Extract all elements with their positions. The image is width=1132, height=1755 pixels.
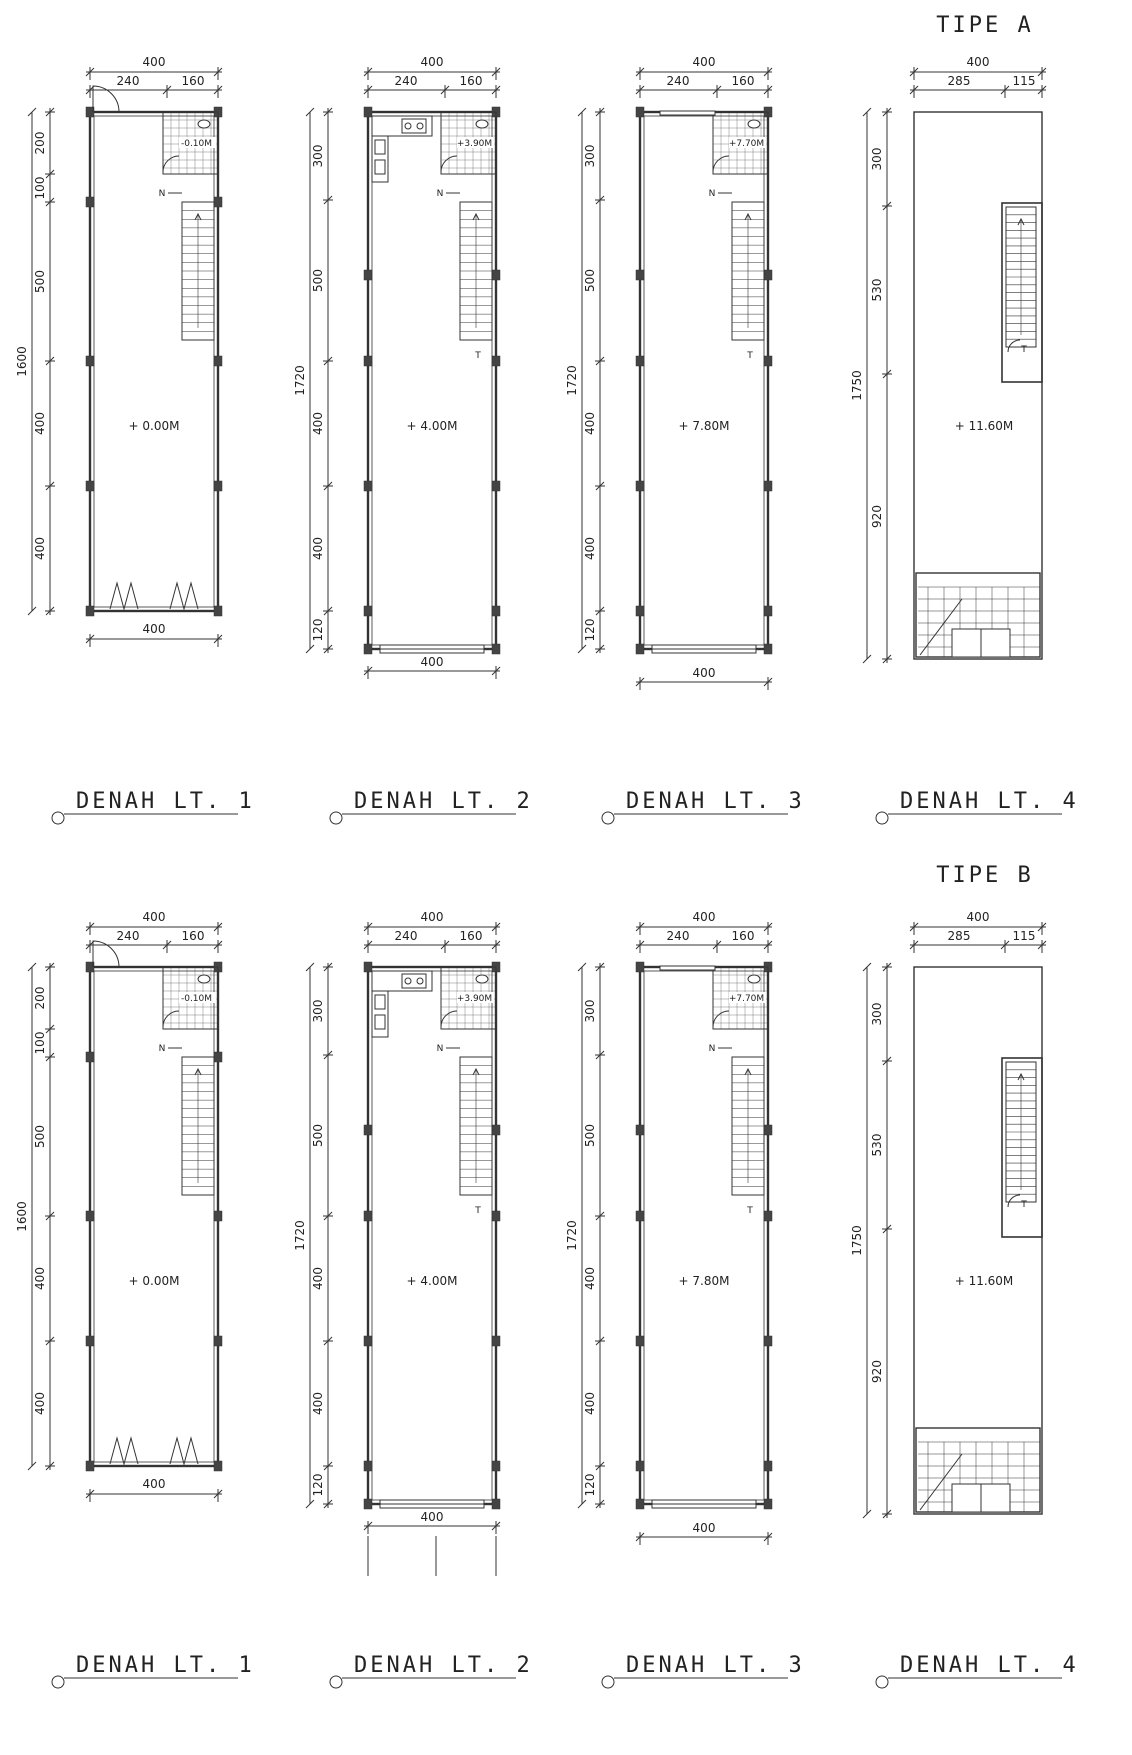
inner-wall (94, 971, 214, 1462)
width-total-label: 400 (142, 910, 166, 924)
height-dimension-label: 500 (583, 1124, 597, 1147)
width-part-label: 240 (116, 929, 140, 943)
inner-wall (372, 971, 492, 1500)
north-mark: N (708, 189, 716, 199)
drawing-title (876, 1653, 1079, 1688)
column (86, 197, 94, 207)
turn-mark: T (747, 351, 753, 361)
drawing-title (602, 789, 805, 824)
roof-tile-area (916, 573, 1040, 657)
outer-wall (640, 112, 768, 649)
height-dimension-label: 400 (583, 537, 597, 560)
outer-wall (90, 112, 218, 611)
height-total-label: 1720 (565, 365, 579, 396)
height-dimension-label: 300 (870, 147, 884, 171)
column (86, 356, 94, 366)
column (764, 1125, 772, 1135)
column (764, 356, 772, 366)
sink-icon (375, 140, 385, 154)
height-dimension-label: 300 (311, 999, 325, 1023)
width-total-label: 400 (420, 910, 444, 924)
floor-level-label: + 0.00M (128, 1274, 180, 1288)
toilet-icon (198, 975, 210, 983)
burner-icon (417, 123, 423, 129)
height-dimension-label: 400 (33, 1267, 47, 1290)
width-part-label: 240 (394, 929, 418, 943)
width-total-label: 400 (966, 55, 990, 69)
floor-plan-lt4 (850, 55, 1046, 663)
outer-wall (368, 967, 496, 1504)
height-dimension-label: 120 (311, 1473, 325, 1497)
north-mark: N (158, 189, 166, 199)
column (492, 270, 500, 280)
title-marker-icon (602, 812, 614, 824)
title-marker-icon (52, 812, 64, 824)
bathroom (163, 112, 218, 174)
north-mark: N (436, 189, 444, 199)
height-dimension-label: 500 (311, 269, 325, 292)
height-dimension-label: 300 (311, 144, 325, 168)
height-dimension-label: 200 (33, 986, 47, 1010)
outer-wall (368, 112, 496, 649)
width-part-label: 240 (666, 74, 690, 88)
type-group (52, 863, 1079, 1688)
drawing-title (602, 1653, 805, 1688)
column (764, 1336, 772, 1346)
floor-level-label: + 7.80M (678, 419, 730, 433)
column (86, 606, 94, 616)
floor-plan-lt3 (565, 910, 772, 1545)
burner-icon (405, 978, 411, 984)
roof-door-swing (1008, 340, 1020, 352)
width-part-label: 160 (181, 929, 205, 943)
stair (182, 1057, 214, 1195)
column (636, 606, 644, 616)
stair (460, 202, 492, 340)
column (636, 1461, 644, 1471)
drawing-title-text: DENAH LT. 4 (900, 789, 1079, 814)
height-dimension-label: 300 (870, 1002, 884, 1026)
burner-icon (417, 978, 423, 984)
floor-level-label: + 11.60M (954, 1274, 1014, 1288)
column (492, 1336, 500, 1346)
width-total-label: 400 (692, 910, 716, 924)
column (492, 1499, 500, 1509)
drawing-title-text: DENAH LT. 2 (354, 1653, 533, 1678)
column (636, 1336, 644, 1346)
height-dimension-label: 400 (583, 412, 597, 435)
column (492, 606, 500, 616)
width-part-label: 285 (947, 74, 971, 88)
toilet-icon (476, 975, 488, 983)
width-part-label: 160 (459, 74, 483, 88)
height-dimension-label: 530 (870, 1133, 884, 1157)
burner-icon (405, 123, 411, 129)
drawing-title (52, 1653, 255, 1688)
title-marker-icon (602, 1676, 614, 1688)
column (214, 356, 222, 366)
height-dimension-label: 500 (33, 270, 47, 293)
column (364, 1499, 372, 1509)
height-total-label: 1600 (15, 1201, 29, 1232)
type-label: TIPE B (936, 863, 1034, 888)
height-total-label: 1750 (850, 1225, 864, 1256)
column (636, 962, 644, 972)
bathroom (163, 967, 218, 1029)
floor-level-label: + 4.00M (406, 419, 458, 433)
column (492, 1211, 500, 1221)
sink-icon (375, 160, 385, 174)
height-dimension-label: 400 (33, 412, 47, 435)
column (86, 1461, 94, 1471)
floor-level-label: + 7.80M (678, 1274, 730, 1288)
sink-icon (375, 995, 385, 1009)
bathroom-level-label: +3.90M (456, 994, 493, 1004)
width-bottom-label: 400 (692, 666, 716, 680)
width-part-label: 160 (731, 929, 755, 943)
column (214, 481, 222, 491)
column (636, 644, 644, 654)
height-dimension-label: 500 (311, 1124, 325, 1147)
north-mark: N (158, 1044, 166, 1054)
folding-door (110, 1438, 138, 1464)
height-dimension-label: 120 (583, 618, 597, 642)
height-dimension-label: 400 (33, 1392, 47, 1415)
column (364, 1461, 372, 1471)
inner-wall (644, 116, 764, 645)
column (86, 1052, 94, 1062)
drawing-title (330, 789, 533, 824)
height-dimension-label: 400 (311, 1392, 325, 1415)
stair (1006, 207, 1036, 347)
width-part-label: 240 (394, 74, 418, 88)
width-part-label: 160 (459, 929, 483, 943)
column (214, 606, 222, 616)
floor-plan-lt2 (293, 55, 500, 679)
drawing-title-text: DENAH LT. 3 (626, 1653, 805, 1678)
column (214, 1336, 222, 1346)
width-bottom-label: 400 (142, 1477, 166, 1491)
drawing-title-text: DENAH LT. 2 (354, 789, 533, 814)
height-dimension-label: 920 (870, 1360, 884, 1383)
width-total-label: 400 (692, 55, 716, 69)
height-dimension-label: 300 (583, 999, 597, 1023)
north-mark: N (708, 1044, 716, 1054)
outer-wall (90, 967, 218, 1466)
column (364, 107, 372, 117)
drawing-title (330, 1653, 533, 1688)
column (214, 1211, 222, 1221)
turn-mark: T (747, 1206, 753, 1216)
sink-icon (375, 1015, 385, 1029)
column (636, 1125, 644, 1135)
height-dimension-label: 400 (311, 537, 325, 560)
bathroom-level-label: -0.10M (180, 139, 213, 149)
floor-plan-lt3 (565, 55, 772, 690)
column (764, 481, 772, 491)
toilet-icon (748, 120, 760, 128)
inner-wall (372, 116, 492, 645)
bathroom-level-label: +3.90M (456, 139, 493, 149)
height-dimension-label: 200 (33, 131, 47, 155)
height-total-label: 1600 (15, 346, 29, 377)
floor-plan-lt1 (15, 910, 222, 1502)
column (492, 481, 500, 491)
toilet-icon (198, 120, 210, 128)
drawing-title-text: DENAH LT. 1 (76, 789, 255, 814)
folding-door (170, 1438, 198, 1464)
height-dimension-label: 530 (870, 278, 884, 302)
column (764, 1461, 772, 1471)
height-dimension-label: 400 (583, 1392, 597, 1415)
column (764, 606, 772, 616)
column (636, 270, 644, 280)
column (764, 1499, 772, 1509)
type-label: TIPE A (936, 13, 1034, 38)
floor-level-label: + 0.00M (128, 419, 180, 433)
stair (732, 1057, 764, 1195)
height-dimension-label: 400 (311, 1267, 325, 1290)
bathroom-level-label: +7.70M (728, 139, 765, 149)
column (636, 481, 644, 491)
turn-mark: T (1021, 1200, 1027, 1210)
height-dimension-label: 100 (33, 1031, 47, 1055)
column (492, 356, 500, 366)
column (364, 1336, 372, 1346)
height-dimension-label: 500 (583, 269, 597, 292)
width-bottom-label: 400 (420, 1510, 444, 1524)
window (660, 111, 715, 115)
height-dimension-label: 120 (311, 618, 325, 642)
height-dimension-label: 500 (33, 1125, 47, 1148)
column (636, 1499, 644, 1509)
stair (1006, 1062, 1036, 1202)
width-part-label: 160 (181, 74, 205, 88)
title-marker-icon (330, 1676, 342, 1688)
drawing-title (876, 789, 1079, 824)
column (214, 197, 222, 207)
title-marker-icon (52, 1676, 64, 1688)
title-marker-icon (330, 812, 342, 824)
turn-mark: T (475, 351, 481, 361)
toilet-icon (748, 975, 760, 983)
height-dimension-label: 400 (583, 1267, 597, 1290)
width-part-label: 240 (666, 929, 690, 943)
folding-door (170, 583, 198, 609)
height-dimension-label: 300 (583, 144, 597, 168)
kitchen-counter (372, 971, 432, 1037)
kitchen-counter (372, 116, 432, 182)
width-part-label: 240 (116, 74, 140, 88)
column (214, 1052, 222, 1062)
width-total-label: 400 (142, 55, 166, 69)
turn-mark: T (475, 1206, 481, 1216)
height-total-label: 1720 (293, 365, 307, 396)
height-total-label: 1720 (565, 1220, 579, 1251)
column (492, 644, 500, 654)
folding-door (110, 583, 138, 609)
width-part-label: 115 (1012, 74, 1036, 88)
width-total-label: 400 (966, 910, 990, 924)
bathroom-level-label: +7.70M (728, 994, 765, 1004)
window (660, 966, 715, 970)
column (364, 962, 372, 972)
bathroom (441, 967, 496, 1029)
width-dimension (636, 910, 772, 1545)
height-total-label: 1750 (850, 370, 864, 401)
width-bottom-label: 400 (142, 622, 166, 636)
inner-wall (644, 971, 764, 1500)
drawing-title (52, 789, 255, 824)
width-dimension (910, 910, 1046, 953)
height-dimension-label: 920 (870, 505, 884, 528)
drawing-title-text: DENAH LT. 4 (900, 1653, 1079, 1678)
stair (182, 202, 214, 340)
drawing-title-text: DENAH LT. 3 (626, 789, 805, 814)
height-dimension-label: 400 (33, 537, 47, 560)
height-dimension-label: 400 (311, 412, 325, 435)
roof-tile-area (916, 1428, 1040, 1512)
stair (732, 202, 764, 340)
column (764, 644, 772, 654)
column (364, 606, 372, 616)
floor-plan-lt1 (15, 55, 222, 647)
column (364, 481, 372, 491)
floor-level-label: + 4.00M (406, 1274, 458, 1288)
column (492, 1461, 500, 1471)
column (364, 644, 372, 654)
width-part-label: 285 (947, 929, 971, 943)
sink-counter (372, 136, 388, 182)
width-bottom-label: 400 (692, 1521, 716, 1535)
width-dimension (910, 55, 1046, 98)
height-total-label: 1720 (293, 1220, 307, 1251)
width-part-label: 115 (1012, 929, 1036, 943)
column (86, 1211, 94, 1221)
column (364, 1125, 372, 1135)
bathroom (441, 112, 496, 174)
floor-plan-lt2 (293, 910, 500, 1576)
column (86, 1336, 94, 1346)
column (492, 1125, 500, 1135)
column (214, 1461, 222, 1471)
column (86, 481, 94, 491)
column (636, 107, 644, 117)
width-dimension (636, 55, 772, 690)
width-bottom-label: 400 (420, 655, 444, 669)
column (764, 270, 772, 280)
column (364, 1211, 372, 1221)
column (764, 1211, 772, 1221)
roof-door-swing (1008, 1195, 1020, 1207)
north-mark: N (436, 1044, 444, 1054)
column (364, 270, 372, 280)
turn-mark: T (1021, 345, 1027, 355)
width-total-label: 400 (420, 55, 444, 69)
inner-wall (94, 116, 214, 607)
title-marker-icon (876, 1676, 888, 1688)
toilet-icon (476, 120, 488, 128)
outer-wall (640, 967, 768, 1504)
drawing-title-text: DENAH LT. 1 (76, 1653, 255, 1678)
width-part-label: 160 (731, 74, 755, 88)
column (636, 1211, 644, 1221)
stove-icon (402, 974, 426, 988)
floor-plan-lt4 (850, 910, 1046, 1518)
column (636, 356, 644, 366)
sink-counter (372, 991, 388, 1037)
column (364, 356, 372, 366)
bathroom-level-label: -0.10M (180, 994, 213, 1004)
title-marker-icon (876, 812, 888, 824)
floor-level-label: + 11.60M (954, 419, 1014, 433)
bathroom (713, 112, 768, 174)
bathroom (713, 967, 768, 1029)
height-dimension-label: 120 (583, 1473, 597, 1497)
height-dimension-label: 100 (33, 176, 47, 200)
stove-icon (402, 119, 426, 133)
stair (460, 1057, 492, 1195)
type-group (52, 13, 1079, 824)
